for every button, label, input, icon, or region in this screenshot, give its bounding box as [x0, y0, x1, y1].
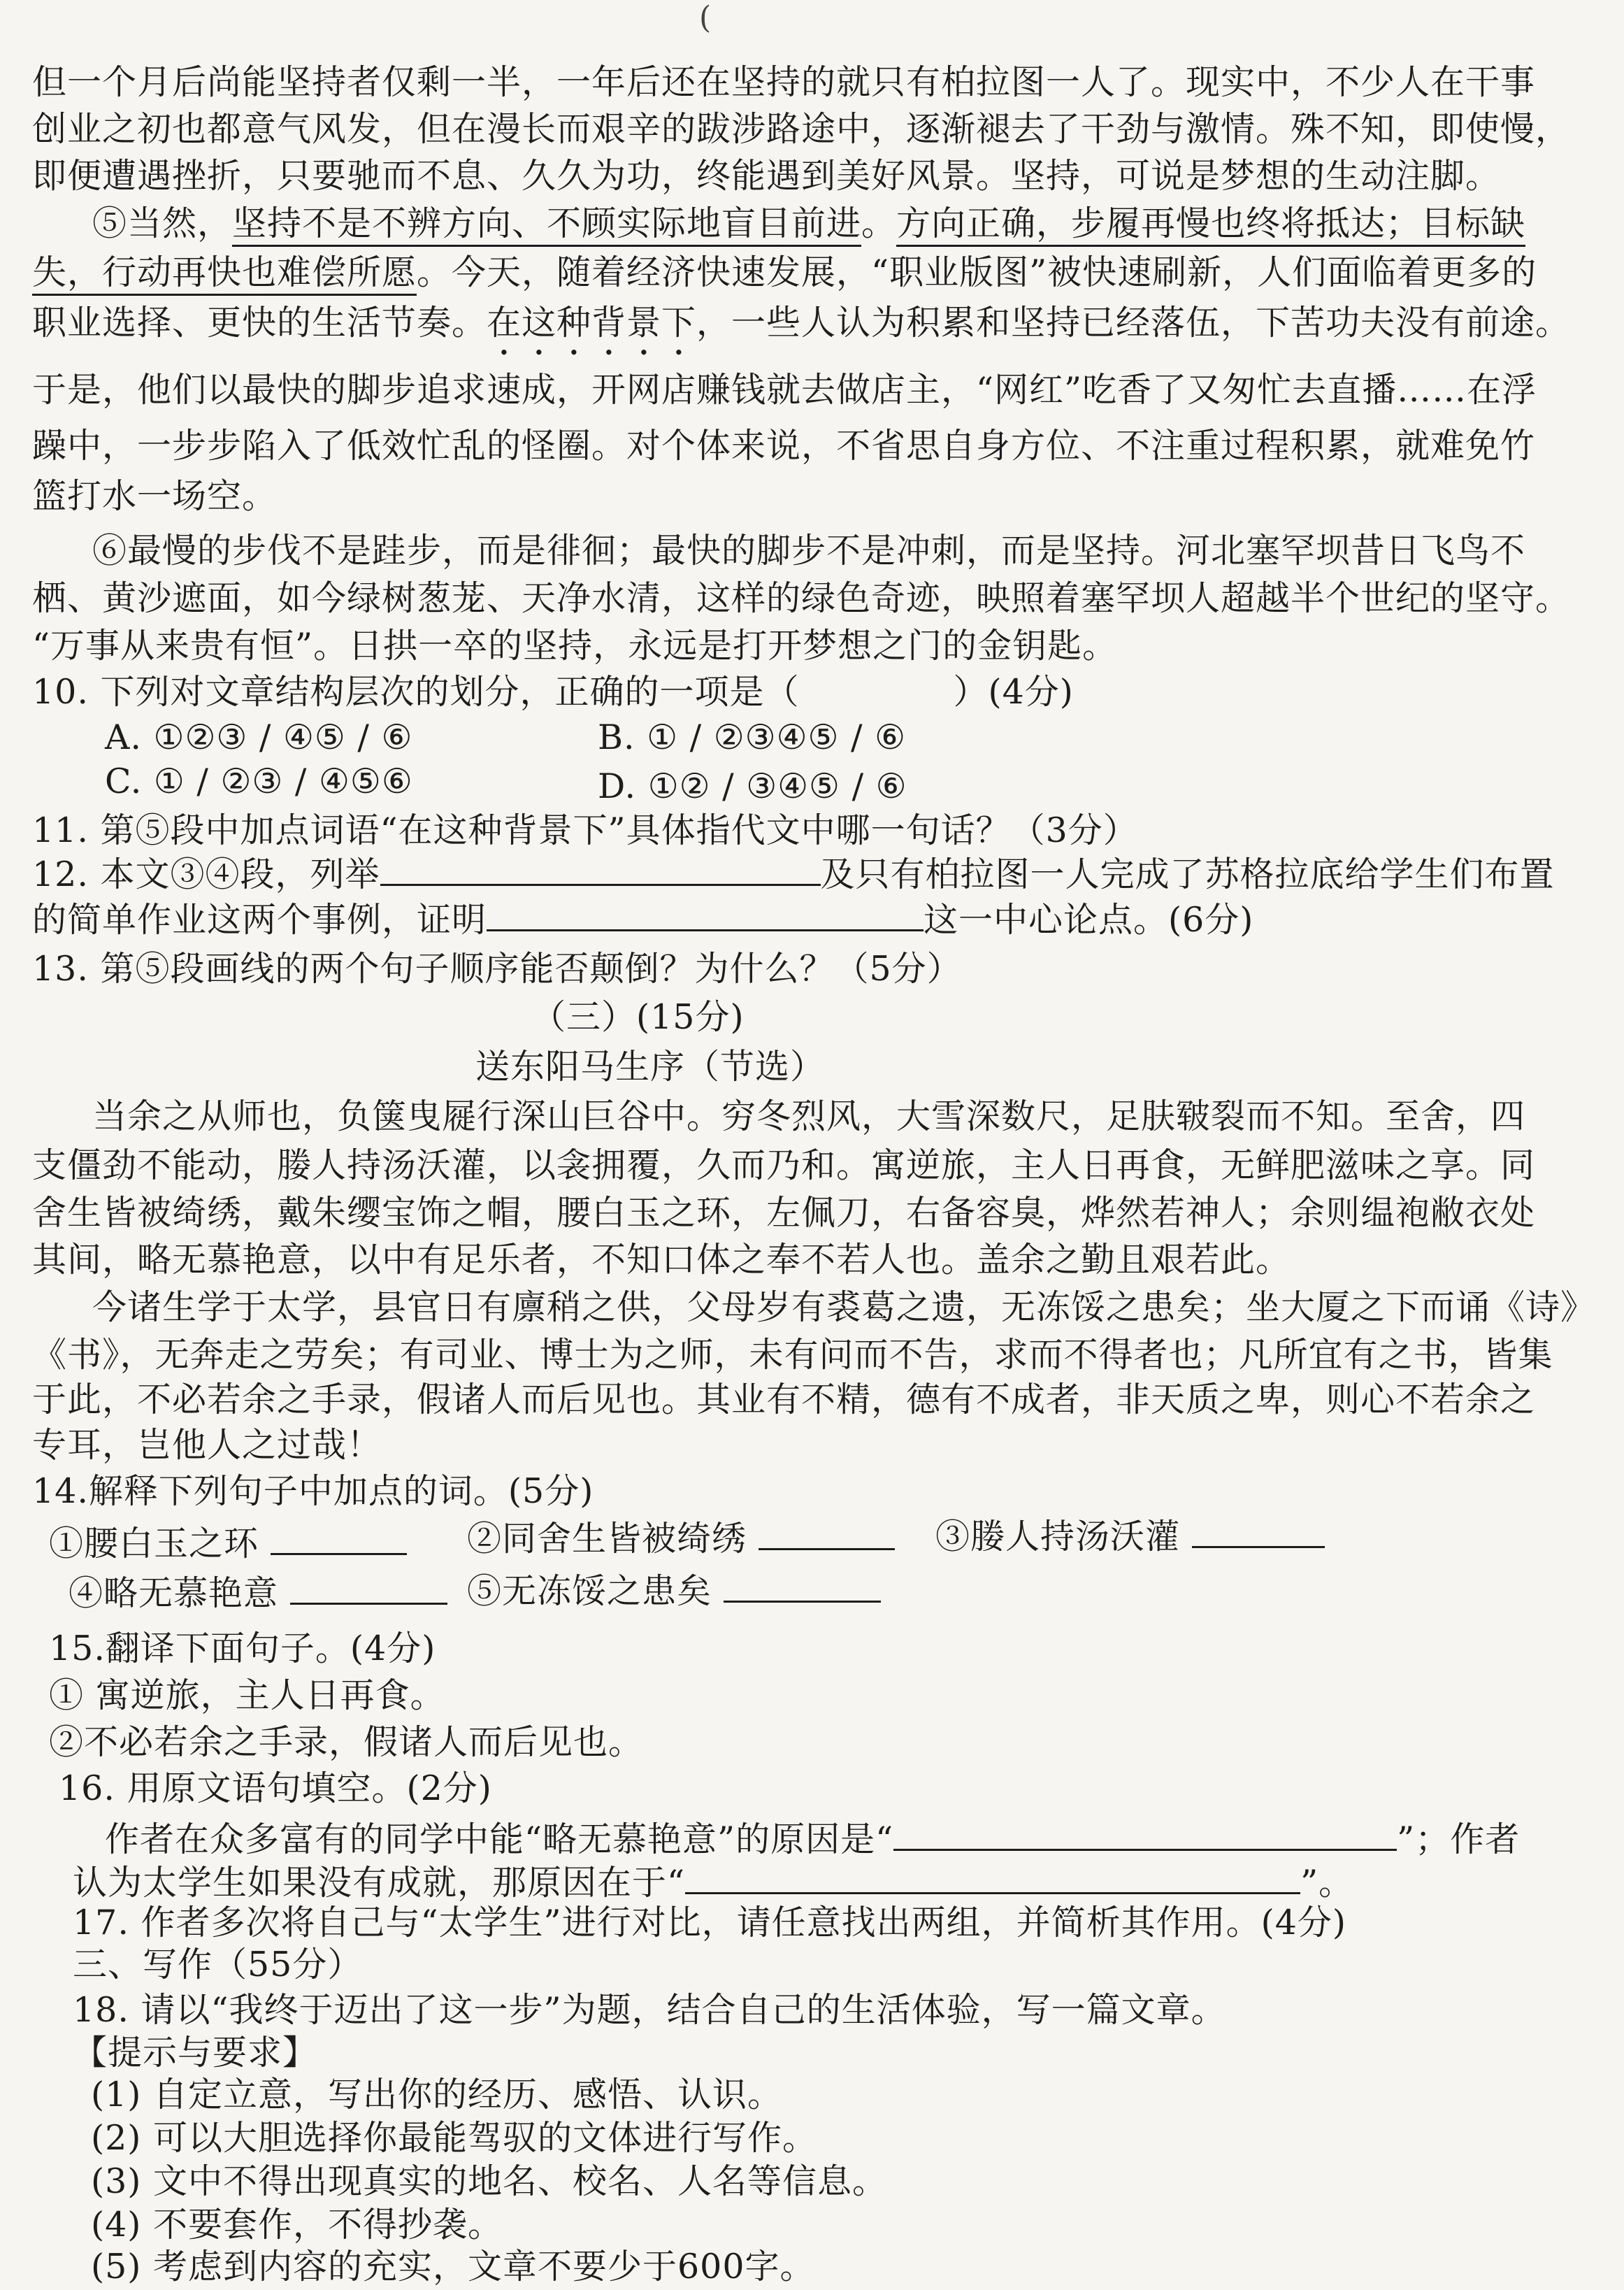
para4-line3: 即便遭遇挫折，只要驰而不息、久久为功，终能遇到美好风景。坚持，可说是梦想的生动注脚。: [32, 156, 1501, 196]
q10-points: ）(4分): [953, 672, 1074, 712]
passage-p1-line4: 其间，略无慕艳意，以中有足乐者，不知口体之奉不若人也。盖余之勤且艰若此。: [32, 1240, 1291, 1280]
answer-blank[interactable]: [800, 671, 954, 703]
tip-2: (2) 可以大胆选择你最能驾驭的文体进行写作。: [91, 2118, 817, 2158]
dotted-phrase: 在这种背景下: [487, 303, 697, 343]
q10-option-b: B. ① / ②③④⑤ / ⑥: [598, 717, 907, 757]
question-11: 11. 第⑤段中加点词语“在这种背景下”具体指代文中哪一句话？（3分）: [32, 810, 1138, 850]
passage-title: 送东阳马生序（节选）: [475, 1047, 826, 1087]
q14-blank-1[interactable]: [271, 1521, 407, 1555]
passage-p2-line3: 于此，不必若余之手录，假诸人而后见也。其业有不精，德有不成者，非天质之卑，则心不若余之: [32, 1380, 1536, 1419]
tip-4: (4) 不要套作，不得抄袭。: [91, 2205, 503, 2245]
passage-p2-line1: 今诸生学于太学，县官日有廪稍之供，父母岁有裘葛之遗，无冻馁之患矣；坐大厦之下而诵《诗》: [92, 1287, 1596, 1327]
tip-3: (3) 文中不得出现真实的地名、校名、人名等信息。: [91, 2161, 887, 2201]
para5-line5: 躁中，一步步陷入了低效忙乱的怪圈。对个体来说，不省思自身方位、不注重过程积累，就难免竹: [32, 426, 1536, 466]
q16-text: 认为太学生如果没有成就，那原因在于“: [73, 1863, 686, 1903]
q14-item-text: ②同舍生皆被绮绣: [467, 1519, 747, 1559]
para5-line1: [92, 203, 1525, 245]
passage-p2-line2: 《书》，无奔走之劳矣；有司业、博士为之师，未有问而不告，求而不得者也；凡所宜有之书，皆集: [32, 1335, 1553, 1375]
q16-blank-2[interactable]: [685, 1860, 1300, 1894]
q16-text: 作者在众多富有的同学中能“略无慕艳意”的原因是“: [105, 1819, 894, 1859]
question-13: 13. 第⑤段画线的两个句子顺序能否颠倒？为什么？（5分）: [32, 949, 962, 989]
q14-item-text: ④略无慕艳意: [69, 1573, 279, 1613]
writing-header: 三、写作（55分）: [73, 1945, 363, 1984]
q14-item-4: [69, 1570, 447, 1615]
q14-item-1: [49, 1521, 407, 1565]
question-15: 15.翻译下面句子。(4分): [49, 1629, 436, 1668]
para6-line3: “万事从来贵有恒”。日拱一卒的坚持，永远是打开梦想之门的金钥匙。: [32, 626, 1118, 666]
para5-line6: 篮打水一场空。: [32, 476, 278, 516]
para6-line2: 栖、黄沙遮面，如今绿树葱茏、天净水清，这样的绿色奇迹，映照着塞罕坝人超越半个世纪的坚守。: [32, 578, 1571, 618]
para4-line2: 创业之初也都意气风发，但在漫长而艰辛的跋涉路途中，逐渐褪去了干劲与激情。殊不知，即使慢，: [32, 109, 1571, 149]
q12-text: 的简单作业这两个事例，证明: [32, 900, 487, 940]
question-12-line2: [32, 897, 1253, 941]
underlined-sentence-2: 方向正确，步履再慢也终将抵达；目标缺: [896, 203, 1525, 247]
q16-blank-1[interactable]: [893, 1817, 1397, 1851]
q14-item-2: [467, 1516, 895, 1560]
q12-text: 12. 本文③④段，列举: [32, 854, 380, 894]
para4-line1: 但一个月后尚能坚持者仅剩一半，一年后还在坚持的就只有柏拉图一人了。现实中，不少人在干事: [32, 62, 1536, 102]
passage-p1-line1: 当余之从师也，负箧曳屣行深山巨谷中。穷冬烈风，大雪深数尺，足肤皲裂而不知。至舍，四: [92, 1096, 1526, 1136]
q16-text: ”。: [1300, 1863, 1354, 1903]
q16-line1: [105, 1817, 1520, 1861]
question-17: 17. 作者多次将自己与“太学生”进行对比，请任意找出两组，并简析其作用。(4分): [73, 1903, 1347, 1942]
underlined-sentence-2-cont: 失，行动再快也难偿所愿: [32, 252, 417, 296]
q14-blank-2[interactable]: [759, 1516, 895, 1550]
para5-line4: 于是，他们以最快的脚步追求速成，开网店赚钱就去做店主，“网红”吃香了又匆忙去直播……在浮: [32, 370, 1537, 410]
q10-option-d: D. ①② / ③④⑤ / ⑥: [598, 766, 907, 806]
para5-line3: [32, 302, 1570, 363]
para5-text: 职业选择、更快的生活节奏。: [32, 303, 487, 343]
question-16: 16. 用原文语句填空。(2分): [59, 1768, 492, 1808]
q15-sentence-1: ① 寓逆旅，主人日再食。: [49, 1675, 445, 1715]
question-14: 14.解释下列句子中加点的词。(5分): [32, 1471, 594, 1511]
section3-header: （三）(15分): [531, 997, 745, 1037]
q16-line2: [73, 1860, 1353, 1904]
passage-p2-line4: 专耳，岂他人之过哉！: [32, 1425, 382, 1465]
q14-item-text: ①腰白玉之环: [49, 1524, 259, 1563]
q16-text: ”；作者: [1397, 1819, 1521, 1859]
question-18: 18. 请以“我终于迈出了这一步”为题，结合自己的生活体验，写一篇文章。: [73, 1990, 1226, 2030]
para5-line2: [32, 252, 1537, 294]
para5-text: 。: [861, 203, 897, 243]
q10-option-a: A. ①②③ / ④⑤ / ⑥: [105, 717, 413, 757]
tip-5: (5) 考虑到内容的充实，文章不要少于600字。: [91, 2247, 815, 2287]
q15-sentence-2: ②不必若余之手录，假诸人而后见也。: [49, 1722, 644, 1762]
para5-text: 。今天，随着经济快速发展，“职业版图”被快速刷新，人们面临着更多的: [417, 252, 1537, 292]
tip-1: (1) 自定立意，写出你的经历、感悟、认识。: [91, 2075, 782, 2114]
q12-blank-2[interactable]: [487, 897, 924, 931]
para5-text: ⑤当然，: [92, 203, 233, 243]
q14-item-5: [467, 1568, 881, 1612]
para5-text: ，一些人认为积累和坚持已经落伍，下苦功夫没有前途。: [696, 303, 1571, 343]
underlined-sentence-1: 坚持不是不辨方向、不顾实际地盲目前进: [232, 203, 861, 247]
para6-line1: ⑥最慢的步伐不是跬步，而是徘徊；最快的脚步不是冲刺，而是坚持。河北塞罕坝昔日飞鸟不: [92, 531, 1526, 571]
top-mark: (: [699, 0, 712, 36]
q14-item-3: [935, 1514, 1325, 1558]
q14-blank-5[interactable]: [724, 1568, 881, 1603]
q12-text: 及只有柏拉图一人完成了苏格拉底给学生们布置: [820, 854, 1555, 894]
passage-p1-line2: 支僵劲不能动，媵人持汤沃灌，以衾拥覆，久而乃和。寓逆旅，主人日再食，无鲜肥滋味之享。同: [32, 1145, 1536, 1185]
question-10: [32, 671, 1074, 713]
q12-text: 这一中心论点。(6分): [924, 900, 1254, 940]
q14-blank-3[interactable]: [1192, 1514, 1325, 1548]
q10-stem: 10. 下列对文章结构层次的划分，正确的一项是（: [32, 672, 800, 712]
passage-p1-line3: 舍生皆被绮绣，戴朱缨宝饰之帽，腰白玉之环，左佩刀，右备容臭，烨然若神人；余则缊袍敝衣处: [32, 1193, 1536, 1233]
q12-blank-1[interactable]: [380, 852, 821, 886]
q14-item-text: ⑤无冻馁之患矣: [467, 1571, 712, 1611]
q10-option-c: C. ① / ②③ / ④⑤⑥: [105, 761, 413, 801]
q14-blank-4[interactable]: [290, 1570, 447, 1605]
tips-title: 【提示与要求】: [73, 2033, 318, 2073]
question-12-line1: [32, 852, 1555, 896]
q14-item-text: ③媵人持汤沃灌: [935, 1517, 1181, 1557]
